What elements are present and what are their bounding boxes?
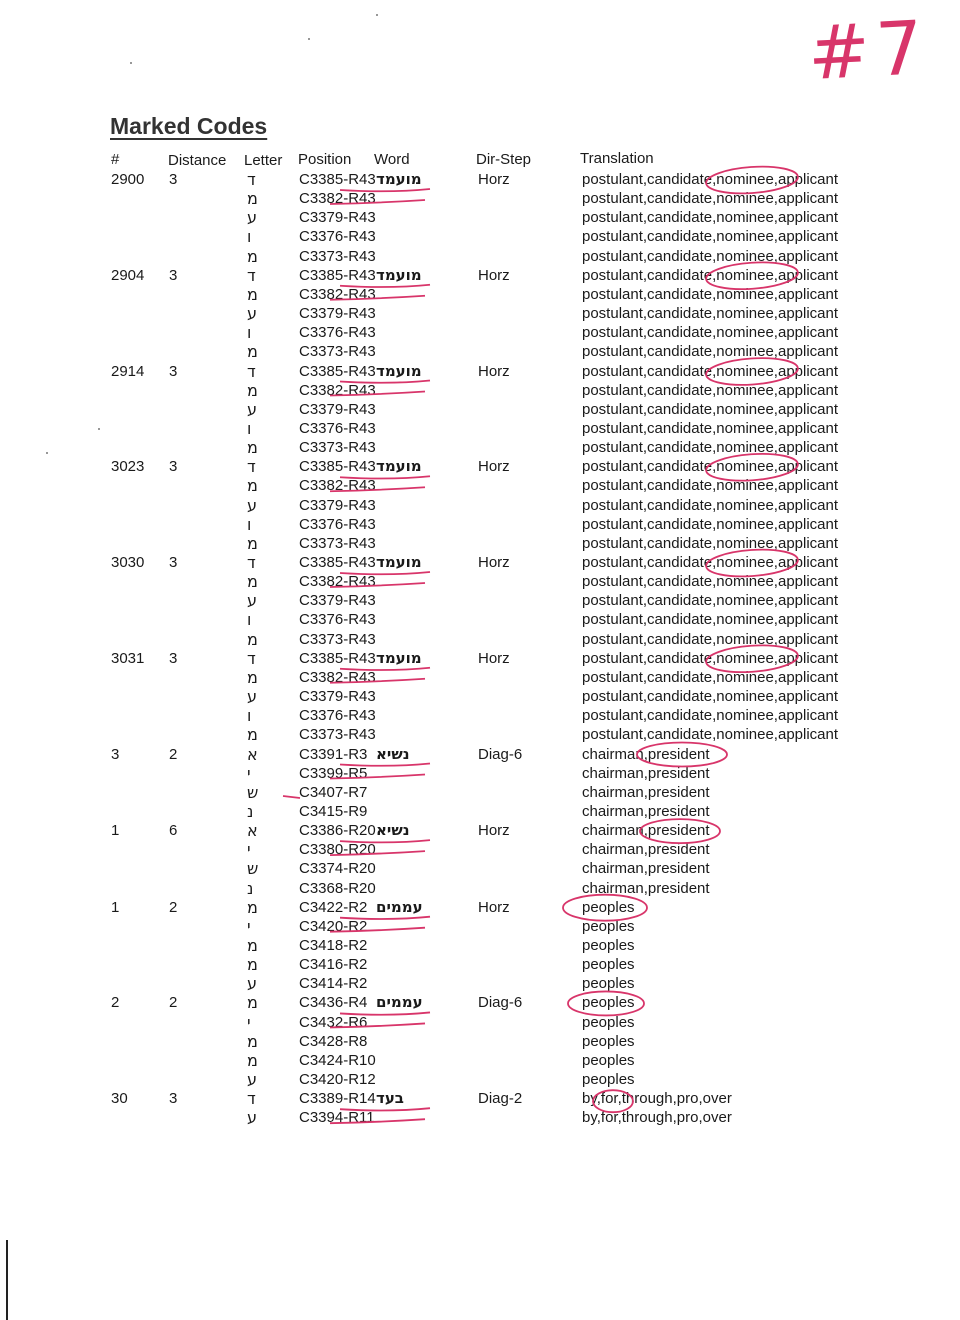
code-translation: postulant,candidate,nominee,applicant bbox=[582, 324, 839, 342]
page-title: Marked Codes bbox=[110, 113, 268, 139]
code-position: C3368-R20 bbox=[299, 879, 376, 897]
code-letter: מ bbox=[247, 667, 258, 687]
code-distance: 3 bbox=[169, 458, 178, 476]
code-letter: ו bbox=[247, 610, 252, 630]
code-letter: מ bbox=[247, 629, 258, 649]
code-distance: 3 bbox=[169, 649, 178, 667]
code-position: C3376-R43 bbox=[299, 707, 376, 725]
code-position: C3376-R43 bbox=[299, 324, 376, 342]
code-letter: י bbox=[247, 916, 251, 936]
code-translation: by,for,through,pro,over bbox=[582, 1090, 732, 1108]
code-position: C3373-R43 bbox=[299, 343, 376, 361]
code-letter: ע bbox=[247, 1070, 258, 1090]
code-position: C3385-R43 bbox=[299, 458, 376, 476]
scan-speck bbox=[130, 62, 132, 64]
code-translation: postulant,candidate,nominee,applicant bbox=[582, 477, 839, 495]
code-word: נשיא bbox=[376, 744, 410, 763]
code-letter: ו bbox=[247, 323, 252, 343]
code-position: C3382-R43 bbox=[299, 190, 376, 208]
code-translation: postulant,candidate,nominee,applicant bbox=[582, 400, 839, 418]
code-position: C3399-R5 bbox=[299, 764, 368, 782]
code-translation: postulant,candidate,nominee,applicant bbox=[582, 247, 839, 265]
code-letter: ע bbox=[247, 591, 258, 611]
code-position: C3407-R7 bbox=[299, 783, 368, 801]
code-position: C3373-R43 bbox=[299, 534, 376, 552]
code-translation: postulant,candidate,nominee,applicant bbox=[582, 592, 839, 610]
code-translation: postulant,candidate,nominee,applicant bbox=[582, 228, 839, 246]
code-position: C3385-R43 bbox=[299, 362, 376, 380]
code-translation: postulant,candidate,nominee,applicant bbox=[582, 611, 839, 629]
code-letter: ש bbox=[247, 859, 259, 879]
code-number: 2914 bbox=[111, 362, 145, 380]
code-position: C3416-R2 bbox=[299, 956, 368, 974]
code-translation: postulant,candidate,nominee,applicant bbox=[582, 362, 839, 380]
code-translation: postulant,candidate,nominee,applicant bbox=[582, 726, 839, 744]
header-word: Word bbox=[374, 151, 410, 168]
code-translation: peoples bbox=[582, 917, 635, 935]
code-number: 2 bbox=[111, 994, 120, 1012]
code-translation: peoples bbox=[582, 937, 635, 954]
code-letter: נ bbox=[247, 801, 254, 821]
code-translation: by,for,through,pro,over bbox=[582, 1109, 732, 1127]
code-translation: postulant,candidate,nominee,applicant bbox=[582, 285, 839, 303]
code-translation: chairman,president bbox=[582, 745, 710, 763]
code-position: C3373-R43 bbox=[299, 439, 376, 457]
code-translation: postulant,candidate,nominee,applicant bbox=[582, 266, 839, 284]
code-letter: א bbox=[247, 821, 258, 841]
code-position: C3385-R43 bbox=[299, 171, 376, 188]
code-distance: 3 bbox=[169, 171, 178, 188]
code-position: C3373-R43 bbox=[299, 630, 376, 648]
code-number: 1 bbox=[111, 898, 120, 916]
code-translation: postulant,candidate,nominee,applicant bbox=[582, 707, 839, 725]
code-translation: peoples bbox=[582, 898, 635, 916]
code-letter: מ bbox=[247, 189, 258, 209]
code-word: מועמד bbox=[376, 361, 422, 380]
code-word: מועמד bbox=[376, 457, 422, 476]
code-translation: chairman,president bbox=[582, 841, 710, 859]
code-number: 30 bbox=[111, 1090, 128, 1108]
code-translation: postulant,candidate,nominee,applicant bbox=[582, 496, 839, 514]
code-letter: מ bbox=[247, 725, 258, 745]
code-position: C3420-R2 bbox=[299, 917, 368, 935]
code-letter: מ bbox=[247, 955, 258, 975]
code-position: C3376-R43 bbox=[299, 515, 376, 533]
code-letter: מ bbox=[247, 342, 258, 362]
code-translation: postulant,candidate,nominee,applicant bbox=[582, 630, 839, 648]
code-position: C3376-R43 bbox=[299, 611, 376, 629]
code-letter: ו bbox=[247, 418, 252, 438]
code-number: 3030 bbox=[111, 554, 145, 571]
code-position: C3385-R43 bbox=[299, 554, 376, 571]
code-distance: 3 bbox=[169, 554, 178, 571]
code-word: בעד bbox=[376, 1089, 404, 1108]
code-letter: ו bbox=[247, 514, 252, 534]
code-direction: Diag-2 bbox=[478, 1090, 523, 1108]
code-direction: Horz bbox=[478, 649, 510, 667]
code-letter: מ bbox=[247, 1031, 258, 1051]
code-translation: postulant,candidate,nominee,applicant bbox=[582, 209, 839, 227]
code-translation: postulant,candidate,nominee,applicant bbox=[582, 305, 839, 323]
code-letter: מ bbox=[247, 246, 258, 266]
code-word: מועמד bbox=[376, 553, 422, 571]
code-position: C3379-R43 bbox=[299, 400, 376, 418]
code-word: מועמד bbox=[376, 170, 422, 188]
code-translation: postulant,candidate,nominee,applicant bbox=[582, 688, 839, 706]
code-direction: Horz bbox=[478, 362, 510, 380]
code-position: C3394-R11 bbox=[299, 1109, 375, 1127]
code-translation: peoples bbox=[582, 1013, 635, 1031]
code-letter: ע bbox=[247, 399, 258, 419]
code-letter: ו bbox=[247, 227, 252, 247]
scan-edge-line bbox=[6, 1240, 8, 1320]
pen-stroke bbox=[283, 796, 300, 798]
code-translation: postulant,candidate,nominee,applicant bbox=[582, 534, 839, 552]
code-translation: postulant,candidate,nominee,applicant bbox=[582, 171, 839, 188]
code-letter: ע bbox=[247, 208, 258, 228]
code-translation: chairman,president bbox=[582, 783, 710, 801]
code-letter: ד bbox=[247, 170, 256, 189]
code-translation: peoples bbox=[582, 994, 635, 1012]
code-position: C3379-R43 bbox=[299, 688, 376, 706]
header-letter: Letter bbox=[244, 152, 283, 169]
code-letter: ד bbox=[247, 457, 256, 477]
code-number: 1 bbox=[111, 822, 120, 840]
code-direction: Horz bbox=[478, 554, 510, 571]
code-word: עממים bbox=[376, 897, 423, 916]
code-direction: Diag-6 bbox=[478, 994, 523, 1012]
header-distance: Distance bbox=[168, 152, 227, 169]
header-translation: Translation bbox=[580, 150, 654, 167]
scan-speck bbox=[98, 428, 100, 430]
code-translation: postulant,candidate,nominee,applicant bbox=[582, 554, 839, 571]
code-direction: Horz bbox=[478, 822, 510, 840]
code-word: מועמד bbox=[376, 648, 422, 667]
code-letter: מ bbox=[247, 1050, 258, 1070]
code-direction: Horz bbox=[478, 266, 510, 284]
code-translation: peoples bbox=[582, 956, 635, 974]
code-translation: peoples bbox=[582, 1071, 635, 1089]
code-letter: מ bbox=[247, 897, 258, 917]
code-letter: א bbox=[247, 744, 258, 764]
code-translation: peoples bbox=[582, 1032, 635, 1050]
code-position: C3380-R20 bbox=[299, 841, 376, 859]
code-position: C3376-R43 bbox=[299, 419, 376, 437]
code-letter: מ bbox=[247, 284, 258, 304]
code-letter: ד bbox=[247, 265, 256, 285]
code-translation: postulant,candidate,nominee,applicant bbox=[582, 515, 839, 533]
code-letter: ד bbox=[247, 553, 256, 572]
code-letter: י bbox=[247, 840, 251, 860]
header-position: Position bbox=[298, 151, 352, 168]
code-letter: מ bbox=[247, 380, 258, 400]
code-translation: postulant,candidate,nominee,applicant bbox=[582, 458, 839, 476]
code-letter: מ bbox=[247, 533, 258, 553]
code-distance: 2 bbox=[169, 898, 178, 916]
code-letter: ע bbox=[247, 974, 258, 994]
code-translation: postulant,candidate,nominee,applicant bbox=[582, 668, 839, 686]
code-translation: peoples bbox=[582, 975, 635, 993]
code-distance: 3 bbox=[169, 1090, 178, 1108]
code-letter: ד bbox=[247, 1089, 256, 1109]
code-word: מועמד bbox=[376, 265, 422, 284]
code-position: C3415-R9 bbox=[299, 802, 368, 820]
code-translation: postulant,candidate,nominee,applicant bbox=[582, 343, 839, 361]
code-position: C3428-R8 bbox=[299, 1032, 368, 1050]
code-letter: מ bbox=[247, 438, 258, 458]
code-direction: Horz bbox=[478, 898, 510, 916]
code-number: 2904 bbox=[111, 266, 145, 284]
code-distance: 3 bbox=[169, 362, 178, 380]
code-letter: מ bbox=[247, 572, 258, 592]
code-position: C3379-R43 bbox=[299, 496, 376, 514]
code-position: C3418-R2 bbox=[299, 937, 368, 954]
code-translation: chairman,president bbox=[582, 802, 710, 820]
code-position: C3379-R43 bbox=[299, 209, 376, 227]
code-position: C3382-R43 bbox=[299, 668, 376, 686]
code-letter: מ bbox=[247, 936, 258, 955]
code-translation: postulant,candidate,nominee,applicant bbox=[582, 439, 839, 457]
code-number: 3 bbox=[111, 745, 120, 763]
code-letter: ו bbox=[247, 706, 252, 726]
code-position: C3386-R20 bbox=[299, 822, 376, 840]
code-translation: postulant,candidate,nominee,applicant bbox=[582, 649, 839, 667]
code-translation: chairman,president bbox=[582, 879, 710, 897]
code-position: C3385-R43 bbox=[299, 649, 376, 667]
code-distance: 3 bbox=[169, 266, 178, 284]
code-direction: Horz bbox=[478, 458, 510, 476]
code-translation: postulant,candidate,nominee,applicant bbox=[582, 381, 839, 399]
code-letter: ע bbox=[247, 1108, 258, 1128]
code-position: C3382-R43 bbox=[299, 285, 376, 303]
code-position: C3385-R43 bbox=[299, 266, 376, 284]
code-position: C3414-R2 bbox=[299, 975, 368, 993]
code-letter: י bbox=[247, 1012, 251, 1032]
code-letter: ע bbox=[247, 304, 258, 324]
code-position: C3422-R2 bbox=[299, 898, 368, 916]
code-translation: chairman,president bbox=[582, 764, 710, 782]
code-position: C3436-R4 bbox=[299, 994, 368, 1012]
code-position: C3389-R14 bbox=[299, 1090, 376, 1108]
code-number: 3031 bbox=[111, 649, 145, 667]
code-letter: ד bbox=[247, 361, 256, 381]
scan-speck bbox=[376, 14, 378, 16]
code-letter: ש bbox=[247, 782, 259, 802]
code-position: C3391-R3 bbox=[299, 745, 368, 763]
code-letter: י bbox=[247, 763, 251, 783]
code-position: C3379-R43 bbox=[299, 592, 376, 610]
code-position: C3382-R43 bbox=[299, 477, 376, 495]
handwritten-page-number: #7 bbox=[805, 4, 932, 98]
code-letter: ד bbox=[247, 648, 256, 668]
code-position: C3373-R43 bbox=[299, 247, 376, 265]
code-direction: Horz bbox=[478, 171, 510, 188]
code-position: C3379-R43 bbox=[299, 305, 376, 323]
code-letter: מ bbox=[247, 993, 258, 1013]
header-num: # bbox=[111, 151, 120, 168]
code-distance: 6 bbox=[169, 822, 178, 840]
code-letter: נ bbox=[247, 878, 254, 898]
code-distance: 2 bbox=[169, 994, 178, 1012]
scan-speck bbox=[308, 38, 310, 40]
code-position: C3376-R43 bbox=[299, 228, 376, 246]
code-translation: chairman,president bbox=[582, 822, 710, 840]
code-position: C3382-R43 bbox=[299, 573, 376, 591]
code-position: C3374-R20 bbox=[299, 860, 376, 878]
code-distance: 2 bbox=[169, 745, 178, 763]
code-position: C3424-R10 bbox=[299, 1051, 376, 1069]
scan-speck bbox=[46, 452, 48, 454]
code-translation: peoples bbox=[582, 1051, 635, 1069]
code-position: C3373-R43 bbox=[299, 726, 376, 744]
code-word: נשיא bbox=[376, 821, 410, 840]
code-position: C3420-R12 bbox=[299, 1071, 376, 1089]
code-translation: postulant,candidate,nominee,applicant bbox=[582, 419, 839, 437]
code-translation: postulant,candidate,nominee,applicant bbox=[582, 573, 839, 591]
code-letter: מ bbox=[247, 476, 258, 496]
header-dir-step: Dir-Step bbox=[476, 151, 532, 168]
code-position: C3432-R6 bbox=[299, 1013, 368, 1031]
code-letter: ע bbox=[247, 495, 258, 515]
code-letter: ע bbox=[247, 687, 258, 707]
code-direction: Diag-6 bbox=[478, 745, 523, 763]
code-translation: chairman,president bbox=[582, 860, 710, 878]
code-word: עממים bbox=[376, 993, 423, 1012]
code-number: 3023 bbox=[111, 458, 145, 476]
code-translation: postulant,candidate,nominee,applicant bbox=[582, 190, 839, 208]
code-position: C3382-R43 bbox=[299, 381, 376, 399]
code-number: 2900 bbox=[111, 171, 145, 188]
